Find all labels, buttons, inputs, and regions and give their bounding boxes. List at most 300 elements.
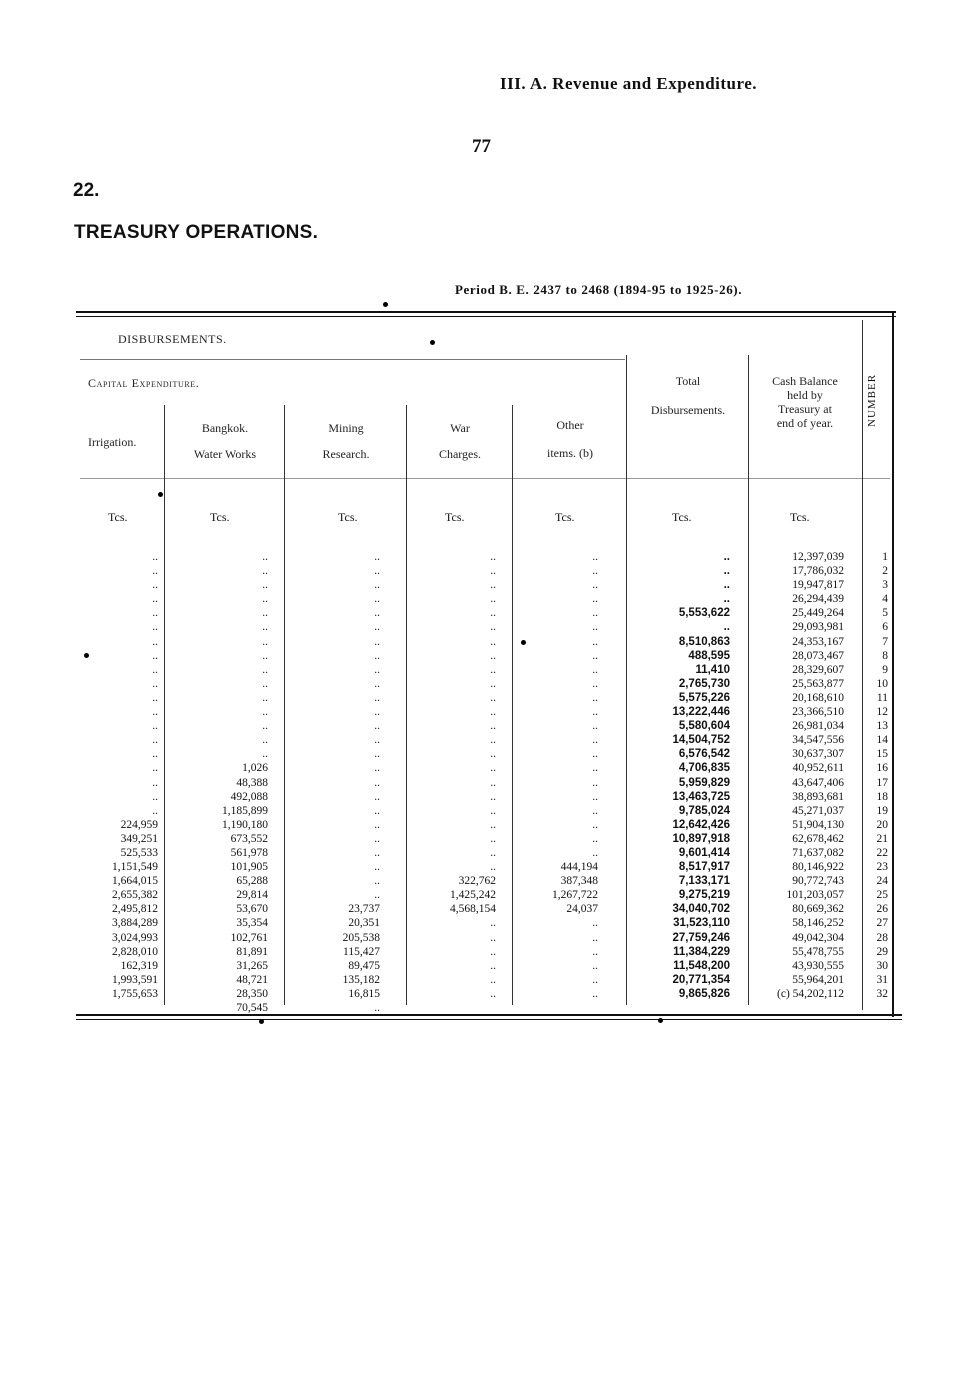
other-cell: ..: [592, 677, 598, 690]
water-works-cell: 673,552: [230, 832, 268, 845]
other-cell: ..: [592, 551, 598, 563]
header-other-2: items. (b): [547, 446, 593, 460]
cash-balance-cell: 90,772,743: [792, 875, 844, 888]
cash-balance-cell: 24,353,167: [792, 635, 844, 648]
cash-balance-cell: 40,952,611: [792, 762, 844, 775]
cash-balance-cell: 43,647,406: [792, 776, 844, 789]
period-caption: Period B. E. 2437 to 2468 (1894-95 to 1925-26).: [455, 282, 743, 297]
mining-cell: ..: [374, 691, 380, 704]
scan-speck: [658, 1018, 663, 1023]
cash-balance-cell: 12,397,039: [792, 551, 844, 563]
total-cell: 9,601,414: [678, 846, 730, 859]
numbers-cell: 10: [876, 677, 888, 690]
numbers-cell: 20: [876, 818, 888, 831]
total-cell: ..: [723, 579, 730, 592]
cash-balance-cell: 17,786,032: [792, 565, 844, 578]
mining-cell: ..: [374, 649, 380, 662]
war-cell: ..: [490, 579, 496, 592]
header-mining-1: Mining: [328, 421, 364, 435]
water-works-cell: ..: [262, 734, 268, 747]
numbers-cell: 17: [876, 776, 888, 789]
water-works-cell: ..: [262, 621, 268, 634]
numbers-cell: 4: [882, 593, 888, 606]
total-cell: 13,222,446: [672, 706, 730, 719]
numbers-cell: 11: [876, 691, 888, 704]
header-cash-4: end of year.: [776, 416, 834, 430]
cash-balance-cell: 26,981,034: [792, 720, 844, 733]
irrigation-column: [80, 550, 158, 1001]
irrigation-cell: 3,884,289: [112, 917, 158, 930]
war-cell: ..: [490, 706, 496, 719]
water-works-cell: ..: [262, 706, 268, 719]
unit-water-works: Tcs.: [210, 510, 230, 524]
water-works-cell: ..: [262, 663, 268, 676]
other-cell: ..: [592, 917, 598, 930]
cash-balance-cell: 71,637,082: [792, 846, 844, 859]
cash-balance-cell: 20,168,610: [792, 691, 844, 704]
mining-cell: ..: [374, 635, 380, 648]
other-items-column: [520, 550, 598, 1001]
page-number: 77: [472, 136, 491, 157]
water-works-cell: 101,905: [230, 861, 268, 874]
water-works-cell: 53,670: [236, 903, 268, 916]
irrigation-cell: ..: [152, 551, 158, 563]
other-cell: ..: [592, 565, 598, 578]
numbers-cell: 25: [876, 889, 888, 902]
war-cell: ..: [490, 959, 496, 972]
water-works-cell: 1,190,180: [222, 818, 268, 831]
numbers-cell: 32: [876, 987, 888, 1000]
war-cell: ..: [490, 607, 496, 620]
numbers-cell: 28: [876, 931, 888, 944]
numbers-cell: 6: [882, 621, 888, 634]
scan-speck: [521, 640, 526, 645]
water-works-cell: ..: [262, 748, 268, 761]
mining-cell: ..: [374, 706, 380, 719]
war-cell: ..: [490, 748, 496, 761]
war-cell: ..: [490, 818, 496, 831]
irrigation-cell: ..: [152, 734, 158, 747]
other-cell: ..: [592, 663, 598, 676]
irrigation-cell: ..: [152, 776, 158, 789]
scan-speck: [383, 302, 388, 307]
other-cell: ..: [592, 987, 598, 1000]
other-cell: ..: [592, 804, 598, 817]
mining-cell: ..: [374, 846, 380, 859]
irrigation-cell: 162,319: [120, 959, 158, 972]
war-cell: 4,568,154: [450, 903, 496, 916]
mining-cell: ..: [374, 748, 380, 761]
numbers-cell: 15: [876, 748, 888, 761]
total-cell: 2,765,730: [678, 677, 730, 690]
header-water-works-1: Bangkok.: [201, 421, 249, 435]
war-cell: ..: [490, 762, 496, 775]
header-cash-1: Cash Balance: [772, 374, 838, 388]
cash-balance-cell: 43,930,555: [792, 959, 844, 972]
mining-cell: ..: [374, 663, 380, 676]
numbers-cell: 27: [876, 917, 888, 930]
other-cell: ..: [592, 790, 598, 803]
numbers-cell: 24: [876, 875, 888, 888]
col-divider: [406, 405, 407, 1005]
numbers-cell: 3: [882, 579, 888, 592]
total-cell: 7,133,171: [678, 875, 730, 888]
scan-speck: [259, 1019, 264, 1024]
water-works-cell: ..: [262, 649, 268, 662]
war-cell: ..: [490, 776, 496, 789]
header-irrigation: Irrigation.: [88, 435, 137, 449]
mining-cell: ..: [374, 818, 380, 831]
numbers-cell: 29: [876, 945, 888, 958]
water-works-cell: 70,545: [236, 1002, 268, 1014]
other-cell: ..: [592, 649, 598, 662]
war-cell: ..: [490, 565, 496, 578]
top-rule-thin: [76, 316, 896, 317]
mining-cell: 23,737: [348, 903, 380, 916]
water-works-cell: 48,721: [236, 973, 268, 986]
irrigation-cell: 2,495,812: [112, 903, 158, 916]
war-cell: ..: [490, 804, 496, 817]
total-cell: ..: [723, 621, 730, 634]
total-cell: 9,785,024: [678, 804, 730, 817]
water-works-cell: 48,388: [236, 776, 268, 789]
total-cell: 31,523,110: [673, 917, 730, 930]
table-title: TREASURY OPERATIONS.: [74, 222, 319, 243]
other-cell: ..: [592, 706, 598, 719]
total-cell: 9,275,219: [678, 889, 730, 902]
war-cell: ..: [490, 734, 496, 747]
col-divider: [284, 405, 285, 1005]
unit-war: Tcs.: [445, 510, 465, 524]
group-rule: [80, 359, 625, 360]
water-works-cell: ..: [262, 677, 268, 690]
irrigation-cell: ..: [152, 706, 158, 719]
numbers-cell: 30: [876, 959, 888, 972]
mining-cell: ..: [374, 677, 380, 690]
other-cell: ..: [592, 593, 598, 606]
war-cell: ..: [490, 677, 496, 690]
irrigation-cell: 525,533: [120, 846, 158, 859]
other-cell: ..: [592, 762, 598, 775]
total-cell: 4,706,835: [678, 762, 730, 775]
number-column: [866, 550, 888, 1001]
mining-cell: ..: [374, 861, 380, 874]
water-works-cell: 1,185,899: [222, 804, 268, 817]
header-total-2: Disbursements.: [650, 403, 726, 417]
total-cell: 11,548,200: [673, 959, 730, 972]
numbers-cell: 19: [876, 804, 888, 817]
mining-cell: ..: [374, 551, 380, 563]
total-cell: 27,759,246: [672, 931, 730, 944]
mining-cell: 115,427: [343, 945, 380, 958]
irrigation-cell: 1,664,015: [112, 875, 158, 888]
water-works-cell: 31,265: [236, 959, 268, 972]
water-works-cell: ..: [262, 720, 268, 733]
top-rule: [76, 311, 896, 313]
war-cell: ..: [490, 720, 496, 733]
scan-speck: [430, 340, 435, 345]
cash-balance-column: [748, 550, 844, 1001]
header-cash-2: held by: [787, 388, 823, 402]
war-cell: ..: [490, 987, 496, 1000]
mining-cell: ..: [374, 790, 380, 803]
cash-balance-cell: 26,294,439: [792, 593, 844, 606]
water-works-column: [180, 550, 268, 1015]
bottom-rule-thin: [76, 1019, 902, 1020]
total-cell: ..: [723, 551, 730, 563]
numbers-cell: 22: [876, 846, 888, 859]
total-cell: ..: [723, 565, 730, 578]
irrigation-cell: ..: [152, 748, 158, 761]
other-cell: ..: [592, 579, 598, 592]
war-charges-column: [414, 550, 496, 1001]
war-cell: ..: [490, 551, 496, 563]
water-works-cell: ..: [262, 691, 268, 704]
col-divider: [512, 405, 513, 1005]
cash-balance-cell: 25,563,877: [792, 677, 844, 690]
war-cell: ..: [490, 861, 496, 874]
numbers-cell: 8: [882, 649, 888, 662]
numbers-cell: 31: [876, 973, 888, 986]
col-divider: [862, 320, 863, 1010]
irrigation-cell: 1,993,591: [112, 973, 158, 986]
irrigation-cell: ..: [152, 621, 158, 634]
mining-cell: ..: [374, 1002, 380, 1014]
header-war-1: War: [450, 421, 470, 435]
mining-cell: ..: [374, 565, 380, 578]
numbers-cell: 2: [882, 565, 888, 578]
capital-expenditure-label: Capital Expenditure.: [88, 376, 200, 390]
water-works-cell: ..: [262, 565, 268, 578]
header-other-1: Other: [556, 418, 584, 432]
other-cell: ..: [592, 776, 598, 789]
water-works-cell: 561,978: [230, 846, 268, 859]
other-cell: 444,194: [560, 861, 598, 874]
other-cell: 1,267,722: [552, 889, 598, 902]
cash-balance-cell: 55,478,755: [792, 945, 844, 958]
war-cell: 322,762: [458, 875, 496, 888]
total-cell: 5,580,604: [678, 720, 730, 733]
irrigation-cell: 2,655,382: [112, 889, 158, 902]
war-cell: ..: [490, 832, 496, 845]
war-cell: ..: [490, 790, 496, 803]
mining-cell: ..: [374, 889, 380, 902]
mining-cell: ..: [374, 579, 380, 592]
irrigation-cell: 1,151,549: [112, 861, 158, 874]
total-cell: 5,959,829: [678, 776, 730, 789]
irrigation-cell: ..: [152, 804, 158, 817]
other-cell: ..: [592, 818, 598, 831]
cash-balance-cell: 101,203,057: [786, 889, 844, 902]
header-mining-2: Research.: [322, 447, 370, 461]
disbursements-label: DISBURSEMENTS.: [118, 332, 227, 346]
cash-balance-cell: 45,271,037: [792, 804, 844, 817]
water-works-cell: 35,354: [236, 917, 268, 930]
mining-cell: 89,475: [348, 959, 380, 972]
war-cell: ..: [490, 635, 496, 648]
unit-total: Tcs.: [672, 510, 692, 524]
cash-balance-cell: 25,449,264: [792, 607, 844, 620]
total-cell: 34,040,702: [672, 903, 730, 916]
other-cell: ..: [592, 748, 598, 761]
total-cell: 13,463,725: [672, 790, 730, 803]
mining-cell: ..: [374, 875, 380, 888]
total-cell: 14,504,752: [672, 734, 730, 747]
col-divider: [164, 405, 165, 1005]
numbers-cell: 16: [876, 762, 888, 775]
irrigation-cell: ..: [152, 607, 158, 620]
mining-column: [296, 550, 380, 1015]
cash-balance-cell: 34,547,556: [792, 734, 844, 747]
numbers-cell: 12: [876, 706, 888, 719]
cash-balance-cell: 49,042,304: [792, 931, 844, 944]
mining-cell: ..: [374, 832, 380, 845]
war-cell: ..: [490, 663, 496, 676]
cash-balance-cell: 38,893,681: [792, 790, 844, 803]
water-works-cell: ..: [262, 579, 268, 592]
total-cell: 8,510,863: [678, 635, 730, 648]
total-cell: 5,553,622: [678, 607, 730, 620]
irrigation-cell: ..: [152, 663, 158, 676]
numbers-cell: 23: [876, 861, 888, 874]
mining-cell: ..: [374, 734, 380, 747]
mining-cell: ..: [374, 621, 380, 634]
total-cell: 12,642,426: [672, 818, 730, 831]
numbers-cell: 1: [882, 551, 888, 563]
war-cell: ..: [490, 945, 496, 958]
other-cell: 24,037: [566, 903, 598, 916]
mining-cell: 205,538: [342, 931, 380, 944]
other-cell: 387,348: [560, 875, 598, 888]
water-works-cell: ..: [262, 607, 268, 620]
irrigation-cell: ..: [152, 649, 158, 662]
mining-cell: ..: [374, 804, 380, 817]
numbers-cell: 9: [882, 663, 888, 676]
war-cell: ..: [490, 649, 496, 662]
water-works-cell: ..: [262, 593, 268, 606]
cash-balance-cell: 29,093,981: [792, 621, 844, 634]
mining-cell: ..: [374, 776, 380, 789]
water-works-cell: 65,288: [236, 875, 268, 888]
water-works-cell: 102,761: [230, 931, 268, 944]
unit-other: Tcs.: [555, 510, 575, 524]
water-works-cell: 1,026: [242, 762, 268, 775]
cash-balance-cell: 19,947,817: [792, 579, 844, 592]
cash-balance-cell: 28,329,607: [792, 663, 844, 676]
total-cell: 11,410: [695, 663, 730, 676]
other-cell: ..: [592, 832, 598, 845]
mining-cell: 20,351: [348, 917, 380, 930]
other-cell: ..: [592, 691, 598, 704]
water-works-cell: 29,814: [236, 889, 268, 902]
numbers-cell: 13: [876, 720, 888, 733]
section-title: III. A. Revenue and Expenditure.: [500, 74, 758, 93]
cash-balance-cell: 51,904,130: [792, 818, 844, 831]
scan-speck: [84, 653, 89, 658]
other-cell: ..: [592, 720, 598, 733]
cash-balance-cell: 62,678,462: [792, 832, 844, 845]
cash-balance-cell: 80,146,922: [792, 861, 844, 874]
mining-cell: ..: [374, 720, 380, 733]
irrigation-cell: ..: [152, 635, 158, 648]
header-total-1: Total: [675, 374, 701, 388]
total-cell: 6,576,542: [678, 748, 730, 761]
other-cell: ..: [592, 931, 598, 944]
irrigation-cell: ..: [152, 565, 158, 578]
numbers-cell: 7: [882, 635, 888, 648]
total-cell: 488,595: [688, 649, 730, 662]
irrigation-cell: 1,755,653: [112, 987, 158, 1000]
war-cell: ..: [490, 973, 496, 986]
numbers-cell: 14: [876, 734, 888, 747]
cash-balance-cell: 23,366,510: [792, 706, 844, 719]
war-cell: ..: [490, 593, 496, 606]
total-cell: ..: [723, 593, 730, 606]
irrigation-cell: ..: [152, 579, 158, 592]
total-cell: 11,384,229: [673, 945, 730, 958]
header-cash-3: Treasury at: [778, 402, 832, 416]
water-works-cell: 28,350: [236, 987, 268, 1000]
numbers-cell: 5: [882, 607, 888, 620]
irrigation-cell: 224,959: [120, 818, 158, 831]
total-cell: 20,771,354: [672, 973, 730, 986]
mining-cell: 16,815: [348, 987, 380, 1000]
total-cell: 5,575,226: [678, 691, 730, 704]
other-cell: ..: [592, 945, 598, 958]
other-cell: ..: [592, 846, 598, 859]
irrigation-cell: ..: [152, 720, 158, 733]
irrigation-cell: 349,251: [120, 832, 158, 845]
war-cell: ..: [490, 846, 496, 859]
unit-irrigation: Tcs.: [108, 510, 128, 524]
irrigation-cell: ..: [152, 677, 158, 690]
water-works-cell: 492,088: [230, 790, 268, 803]
header-number: NUMBER: [866, 373, 878, 427]
other-cell: ..: [592, 607, 598, 620]
irrigation-cell: ..: [152, 790, 158, 803]
war-cell: ..: [490, 931, 496, 944]
unit-mining: Tcs.: [338, 510, 358, 524]
cash-balance-cell: 30,637,307: [792, 748, 844, 761]
mining-cell: ..: [374, 593, 380, 606]
col-divider: [626, 355, 627, 1005]
other-cell: ..: [592, 973, 598, 986]
irrigation-cell: ..: [152, 762, 158, 775]
total-disbursements-column: [636, 550, 730, 1001]
irrigation-cell: 2,828,010: [112, 945, 158, 958]
war-cell: ..: [490, 621, 496, 634]
header-war-2: Charges.: [438, 447, 482, 461]
other-cell: ..: [592, 734, 598, 747]
numbers-cell: 21: [876, 832, 888, 845]
table-number: 22.: [73, 180, 100, 201]
frame-right: [892, 312, 894, 1017]
irrigation-cell: ..: [152, 593, 158, 606]
header-bottom-rule: [80, 478, 890, 479]
cash-balance-cell: 28,073,467: [792, 649, 844, 662]
other-cell: ..: [592, 621, 598, 634]
scan-speck: [158, 492, 163, 497]
mining-cell: ..: [374, 762, 380, 775]
total-cell: 10,897,918: [672, 832, 730, 845]
other-cell: ..: [592, 959, 598, 972]
war-cell: ..: [490, 917, 496, 930]
cash-balance-cell: 55,964,201: [792, 973, 844, 986]
mining-cell: ..: [374, 607, 380, 620]
total-cell: 9,865,826: [678, 987, 730, 1000]
header-water-works-2: Water Works: [193, 447, 257, 461]
water-works-cell: 81,891: [236, 945, 268, 958]
